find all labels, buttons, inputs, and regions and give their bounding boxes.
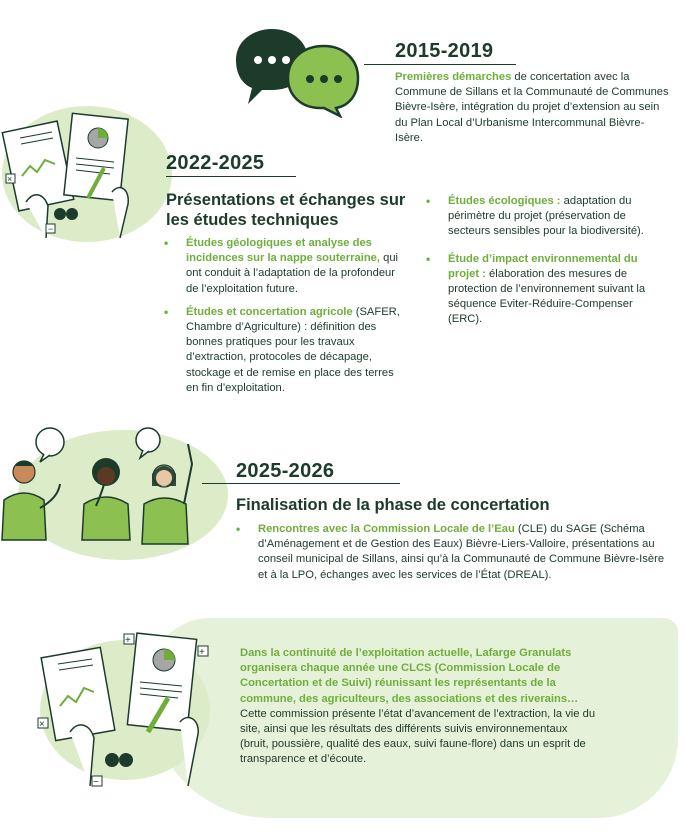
year-underline [202,483,400,484]
sec2-heading: Présentations et échanges sur les études techniques [166,191,406,229]
list-item [236,522,666,583]
year-2025-2026: 2025-2026 [236,460,335,482]
list-item [164,236,400,297]
sec1-text: de concertation avec la Commune de Sillans et la Communauté de Communes Bièvre-Isère, intégration du projet d’extension au sein du Plan Local d’Urbanisme Intercommunal Bièvre-Isère. [395,71,669,144]
svg-text:−: − [93,777,99,788]
year-2015-2019: 2015-2019 [395,40,494,62]
sec4-paragraph [240,646,598,768]
sec1-strong: Premières démarches [395,71,512,83]
sec3-heading: Finalisation de la phase de concertation [236,496,550,514]
documents-hands-icon [30,626,220,796]
sec4-strong: Dans la continuité de l’exploitation actuelle, Lafarge Granulats organisera chaque année une CLCS (Commission Locale de Concertation et de Suivi) réunissant les représentants de la commune, des agriculteurs, des associations et des riverains… [240,647,579,705]
sec2-left-list [164,236,400,404]
year-underline [364,64,516,65]
item-text: adaptation du périmètre du projet (préservation de secteurs sensibles pour la biodiversité). [448,195,644,238]
item-text: qui ont conduit à l’adaptation de la profondeur de l’exploitation future. [186,252,399,295]
item-text: (SAFER, Chambre d’Agriculture) : définition des bonnes pratiques pour les travaux d’extraction, protocoles de décapage, stockage et de remise en place des terres en fin d’exploitation. [186,305,400,394]
sec2-right-list [426,194,658,336]
svg-text:×: × [39,719,45,730]
item-text: (CLE) du SAGE (Schéma d’Aménagement et de Gestion des Eaux) Bièvre-Liers-Valloire, présentations au conseil municipal de Sillans, ainsi qu’à la Communauté de Commune Bièvre-Isère et à la LPO, échanges avec les services de l’État (DREAL). [258,523,665,581]
item-strong: Rencontres avec la Commission Locale de l’Eau [258,523,515,535]
sec3-list [236,522,666,591]
sec4-text: Cette commission présente l’état d’avancement de l’extraction, la vie du site, ainsi que les résultats des différents suivis environnementaux (bruit, poussière, qualité des eaux, suivi faune-flore) dans un esprit de transparence et d’écoute. [240,707,596,766]
item-strong: Études et concertation agricole [186,305,353,318]
list-item [164,305,400,396]
item-strong: Étude d’impact environnemental du projet : [448,252,638,280]
list-item [426,252,658,328]
svg-text:−: − [48,224,54,234]
item-strong: Études écologiques : [448,195,561,207]
svg-text:×: × [7,174,13,184]
people-discussion-icon [0,420,215,570]
year-underline [166,176,296,177]
svg-text:+: + [125,635,131,646]
year-2022-2025: 2022-2025 [166,152,265,174]
sec1-paragraph [395,70,670,146]
svg-text:+: + [199,647,205,658]
list-item [426,194,658,240]
speech-bubbles-icon [232,26,364,118]
item-strong: Études géologiques et analyse des incidences sur la nappe souterraine, [186,237,380,265]
documents-hands-icon [0,98,160,248]
item-text: élaboration des mesures de protection de l’environnement suivant la séquence Eviter-Réduire-Compenser (ERC). [448,267,646,326]
